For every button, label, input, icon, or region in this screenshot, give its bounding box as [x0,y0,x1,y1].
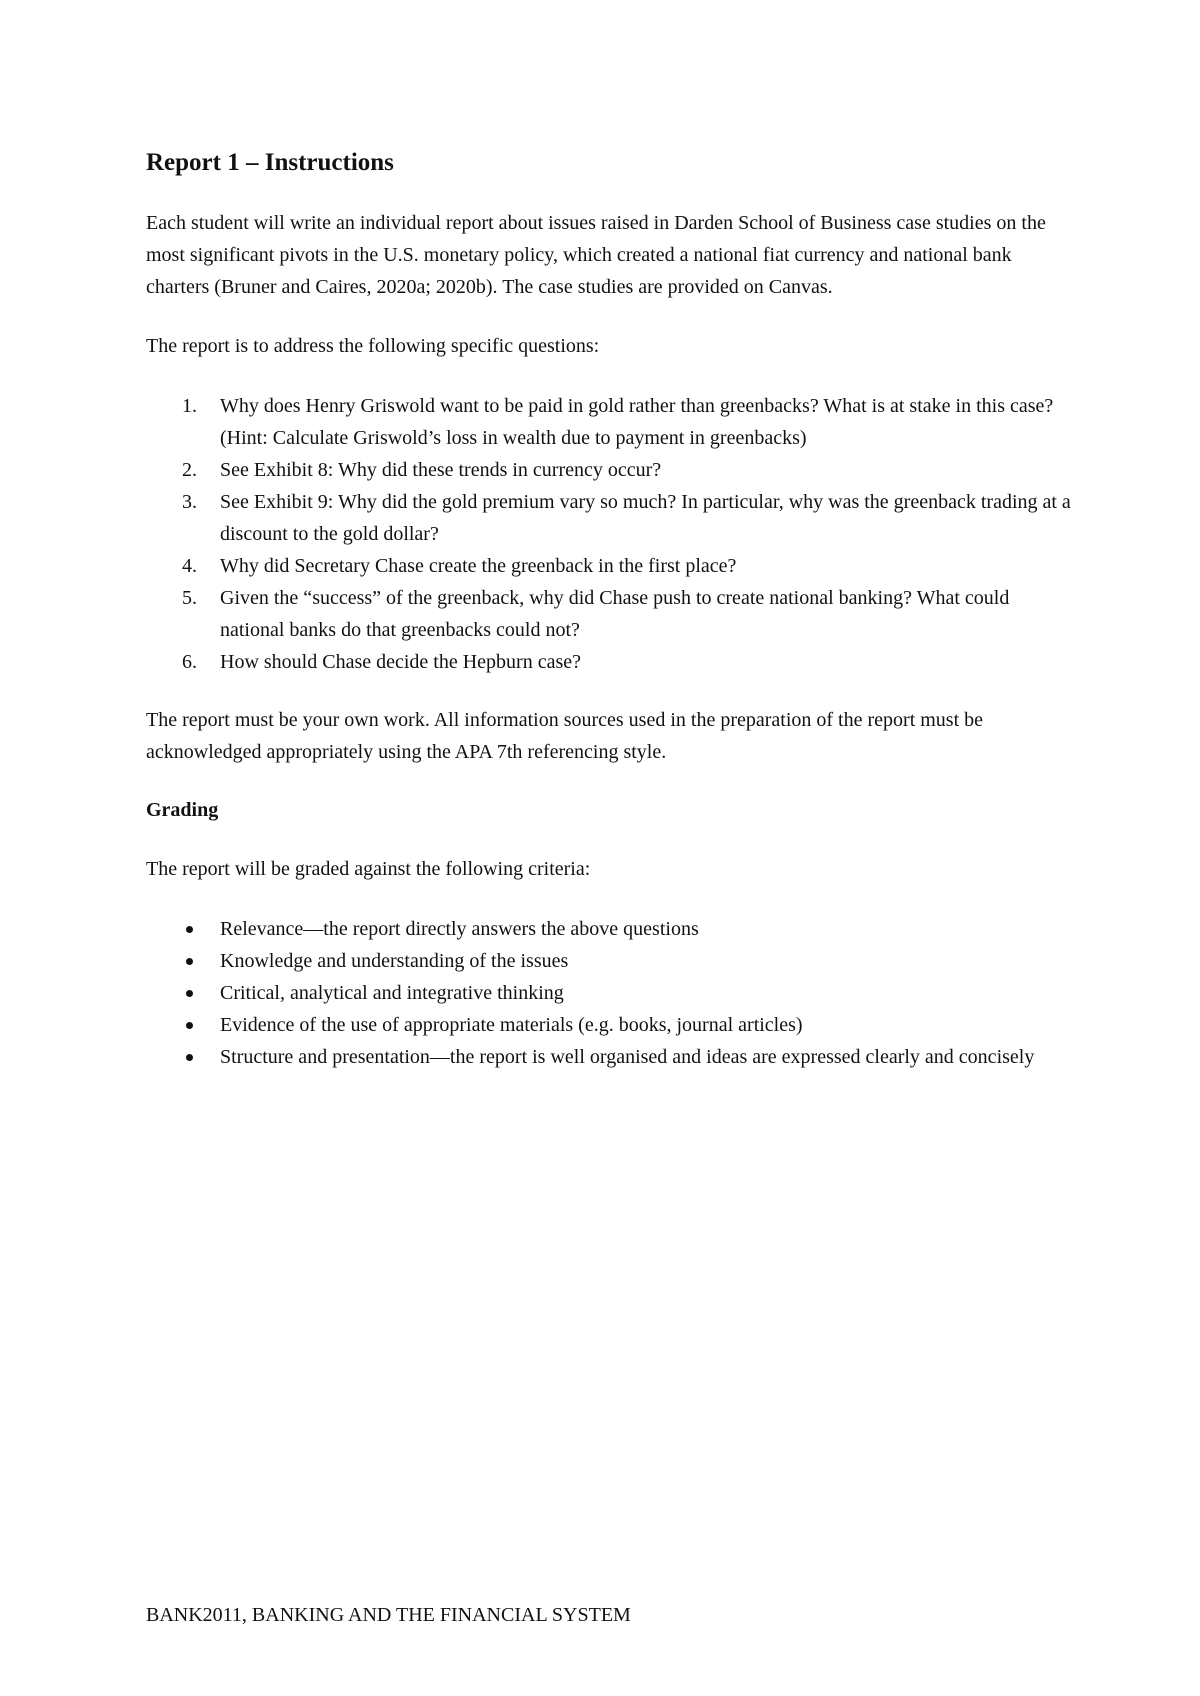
page-footer: BANK2011, BANKING AND THE FINANCIAL SYSTEM [146,1604,631,1626]
question-text: Given the “success” of the greenback, why did Chase push to create national banking? What could national banks do that greenbacks could not? [220,587,1010,641]
question-item [146,390,1076,454]
question-text: How should Chase decide the Hepburn case? [220,651,581,673]
grading-heading: Grading [146,799,219,821]
criteria-list [146,913,1076,1073]
bullet-icon [186,1054,193,1061]
criteria-item [146,945,1076,977]
question-text: See Exhibit 9: Why did the gold premium vary so much? In particular, why was the greenback trading at a discount to the gold dollar? [220,491,1071,545]
bullet-icon [186,926,193,933]
bullet-icon [186,990,193,997]
criteria-item [146,913,1076,945]
intro-paragraph: Each student will write an individual report about issues raised in Darden School of Business case studies on the most significant pivots in the U.S. monetary policy, which created a national fiat currency and national bank charters (Bruner and Caires, 2020a; 2020b). The case studies are provided on Canvas. [146,212,1046,298]
question-item [146,550,1076,582]
question-item [146,486,1076,550]
criteria-item [146,1009,1076,1041]
question-number: 6. [182,651,197,673]
questions-lead: The report is to address the following specific questions: [146,335,600,357]
question-item [146,646,1076,678]
criteria-text: Evidence of the use of appropriate materials (e.g. books, journal articles) [220,1014,803,1036]
question-text: See Exhibit 8: Why did these trends in currency occur? [220,459,662,481]
question-number: 3. [182,491,197,513]
question-text: Why did Secretary Chase create the greenback in the first place? [220,555,737,577]
question-number: 2. [182,459,197,481]
criteria-text: Relevance—the report directly answers the above questions [220,918,699,940]
page-title: Report 1 – Instructions [146,149,394,176]
criteria-text: Critical, analytical and integrative thinking [220,982,564,1004]
grading-lead: The report will be graded against the following criteria: [146,858,591,880]
question-number: 4. [182,555,197,577]
questions-list [146,390,1076,678]
criteria-text: Knowledge and understanding of the issues [220,950,569,972]
criteria-item [146,1041,1076,1073]
criteria-item [146,977,1076,1009]
own-work-paragraph: The report must be your own work. All information sources used in the preparation of the report must be acknowledged appropriately using the APA 7th referencing style. [146,709,984,763]
question-number: 5. [182,587,197,609]
question-number: 1. [182,395,197,417]
question-text: Why does Henry Griswold want to be paid in gold rather than greenbacks? What is at stake in this case? (Hint: Calculate Griswold’s loss in wealth due to payment in greenbacks) [220,395,1054,449]
question-item [146,454,1076,486]
document-body [146,146,1076,1073]
bullet-icon [186,1022,193,1029]
bullet-icon [186,958,193,965]
criteria-text: Structure and presentation—the report is well organised and ideas are expressed clearly and concisely [220,1046,1035,1068]
question-item [146,582,1076,646]
